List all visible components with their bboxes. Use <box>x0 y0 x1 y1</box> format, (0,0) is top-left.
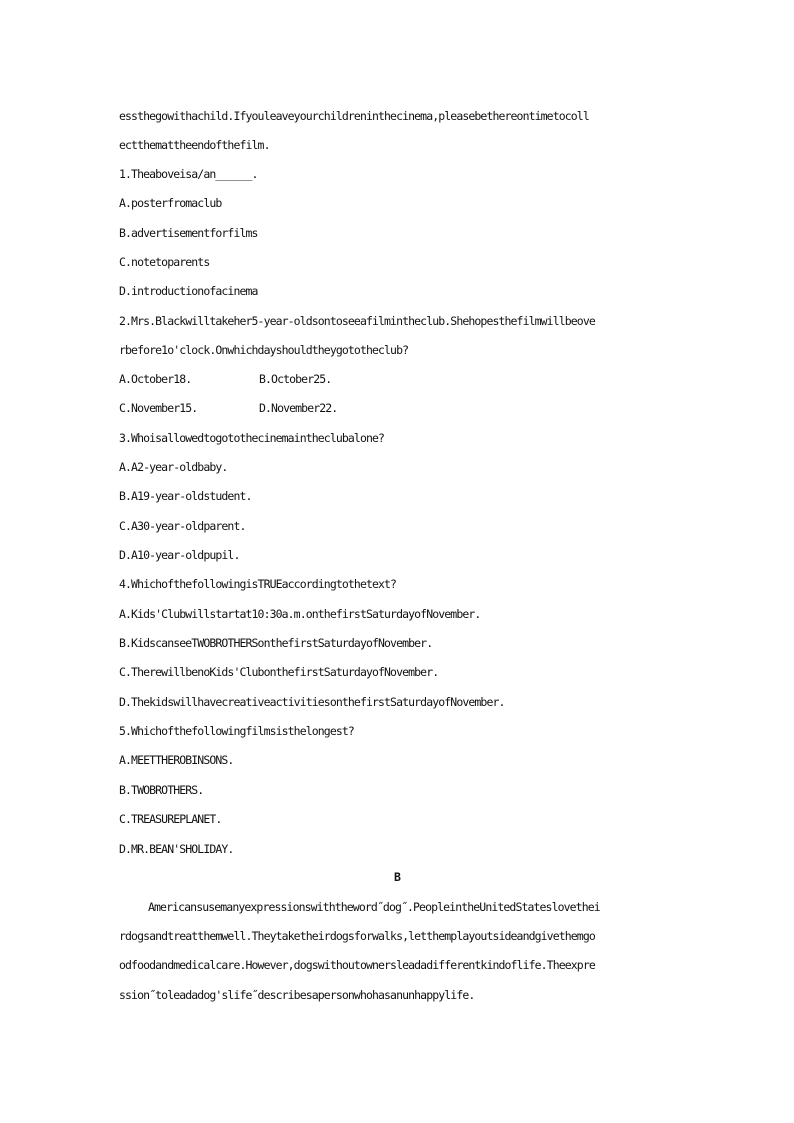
question-4-stem: 4.WhichofthefollowingisTRUEaccordingtothetext? <box>119 577 397 591</box>
passage-a-line: essthegowithachild.Ifyouleaveyourchildreninthecinema,pleasebethereontimetocoll <box>119 109 589 123</box>
question-3-option-b: B.A19-year-oldstudent. <box>119 489 252 503</box>
question-5-option-c: C.TREASUREPLANET. <box>119 812 222 826</box>
question-5-option-a: A.MEETTHEROBINSONS. <box>119 753 234 767</box>
question-2-option-d: D.November22. <box>259 401 338 415</box>
question-1-stem: 1.Theaboveisa/an______. <box>119 167 258 181</box>
question-5-option-d: D.MR.BEAN'SHOLIDAY. <box>119 842 234 856</box>
question-1-option-a: A.posterfromaclub <box>119 196 222 210</box>
question-3-option-d: D.A10-year-oldpupil. <box>119 548 240 562</box>
question-3-option-c: C.A30-year-oldparent. <box>119 519 246 533</box>
question-3-stem: 3.Whoisallowedtogotothecinemaintheclubalone? <box>119 431 385 445</box>
question-2-option-b: B.October25. <box>259 372 332 386</box>
question-1-option-d: D.introductionofacinema <box>119 284 258 298</box>
passage-a-line: ectthemattheendofthefilm. <box>119 138 270 152</box>
question-2-option-a: A.October18. <box>119 372 192 386</box>
question-4-option-d: D.ThekidswillhavecreativeactivitiesonthefirstSaturdayofNovember. <box>119 695 505 709</box>
question-3-option-a: A.A2-year-oldbaby. <box>119 460 228 474</box>
question-2-stem: rbefore1o'clock.Onwhichdayshouldtheygototheclub? <box>119 343 409 357</box>
question-5-stem: 5.Whichofthefollowingfilmsisthelongest? <box>119 724 354 738</box>
question-2-stem: 2.Mrs.Blackwilltakeher5-year-oldsontoseeafilmintheclub.Shehopesthefilmwillbeove <box>119 314 595 328</box>
question-4-option-a: A.Kids'Clubwillstartat10:30a.m.onthefirstSaturdayofNovember. <box>119 607 481 621</box>
section-b-paragraph-line: ssion˝toleadadog'slife˝describesapersonwhohasanunhappylife. <box>119 988 475 1002</box>
section-b-paragraph-line: odfoodandmedicalcare.However,dogswithoutownersleadadifferentkindoflife.Theexpre <box>119 958 595 972</box>
section-b-paragraph-line: Americansusemanyexpressionswiththeword˝dog˝.PeopleintheUnitedStateslovethei <box>148 900 600 914</box>
question-5-option-b: B.TWOBROTHERS. <box>119 783 204 797</box>
question-1-option-c: C.notetoparents <box>119 255 210 269</box>
question-4-option-b: B.KidscanseeTWOBROTHERSonthefirstSaturdayofNovember. <box>119 636 433 650</box>
question-2-option-c: C.November15. <box>119 401 198 415</box>
section-b-heading: B <box>393 870 401 884</box>
question-4-option-c: C.TherewillbenoKids'ClubonthefirstSaturdayofNovember. <box>119 665 439 679</box>
question-1-option-b: B.advertisementforfilms <box>119 226 258 240</box>
section-b-paragraph-line: rdogsandtreatthemwell.Theytaketheirdogsforwalks,letthemplayoutsideandgivethemgo <box>119 929 595 943</box>
